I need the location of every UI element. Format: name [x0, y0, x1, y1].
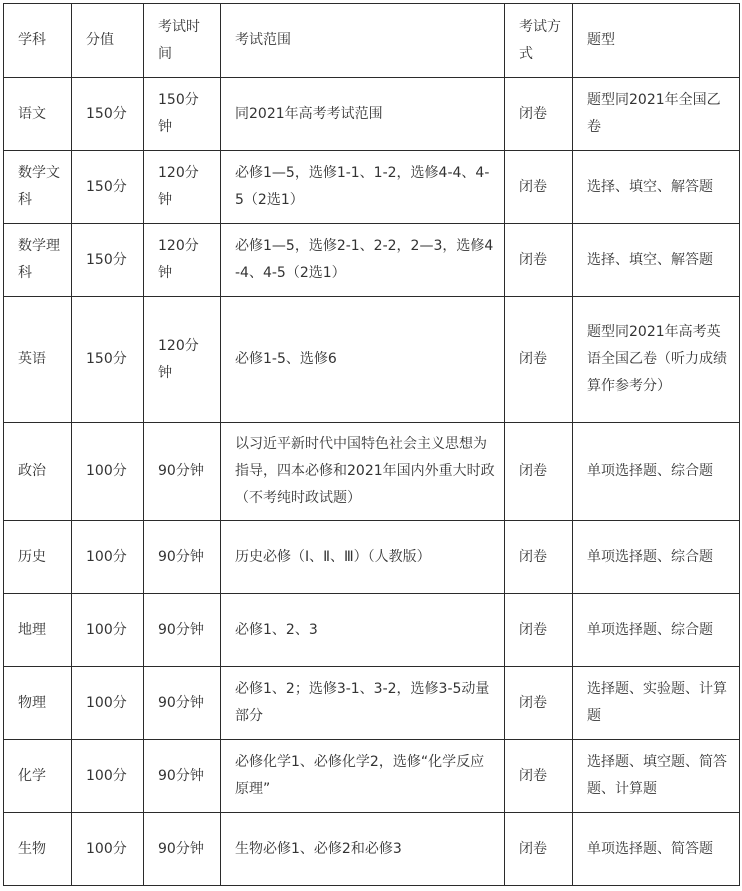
cell-subject: 地理	[4, 594, 72, 667]
cell-time: 90分钟	[144, 740, 221, 813]
cell-type: 选择、填空、解答题	[573, 224, 740, 297]
cell-score: 150分	[72, 224, 144, 297]
cell-type: 单项选择题、简答题	[573, 813, 740, 886]
table-row-chinese	[4, 78, 740, 151]
cell-scope: 必修1—5，选修1-1、1-2，选修4-4、4-5（2选1）	[221, 151, 505, 224]
cell-method: 闭卷	[505, 521, 573, 594]
header-score: 分值	[72, 4, 144, 78]
cell-time: 90分钟	[144, 423, 221, 521]
cell-score: 100分	[72, 667, 144, 740]
cell-method: 闭卷	[505, 224, 573, 297]
table-row-math-science	[4, 224, 740, 297]
cell-type: 题型同2021年全国乙卷	[573, 78, 740, 151]
cell-subject: 语文	[4, 78, 72, 151]
exam-schedule-table	[3, 3, 740, 886]
table-row-geography	[4, 594, 740, 667]
cell-subject: 英语	[4, 297, 72, 423]
cell-time: 120分钟	[144, 151, 221, 224]
cell-method: 闭卷	[505, 78, 573, 151]
header-type: 题型	[573, 4, 740, 78]
cell-type: 单项选择题、综合题	[573, 521, 740, 594]
cell-scope: 必修1、2；选修3-1、3-2，选修3-5动量部分	[221, 667, 505, 740]
table-row-politics	[4, 423, 740, 521]
cell-type: 单项选择题、综合题	[573, 423, 740, 521]
cell-subject: 生物	[4, 813, 72, 886]
cell-scope: 历史必修（Ⅰ、Ⅱ、Ⅲ）（人教版）	[221, 521, 505, 594]
cell-method: 闭卷	[505, 151, 573, 224]
cell-method: 闭卷	[505, 423, 573, 521]
cell-type: 题型同2021年高考英语全国乙卷（听力成绩算作参考分）	[573, 297, 740, 423]
cell-subject: 物理	[4, 667, 72, 740]
header-scope: 考试范围	[221, 4, 505, 78]
table-row-history	[4, 521, 740, 594]
cell-time: 120分钟	[144, 224, 221, 297]
header-subject: 学科	[4, 4, 72, 78]
cell-method: 闭卷	[505, 667, 573, 740]
cell-type: 选择、填空、解答题	[573, 151, 740, 224]
cell-time: 90分钟	[144, 667, 221, 740]
cell-time: 150分钟	[144, 78, 221, 151]
cell-subject: 化学	[4, 740, 72, 813]
cell-method: 闭卷	[505, 594, 573, 667]
cell-score: 100分	[72, 813, 144, 886]
cell-method: 闭卷	[505, 813, 573, 886]
header-time: 考试时间	[144, 4, 221, 78]
table-row-english	[4, 297, 740, 423]
cell-scope: 必修1—5，选修2-1、2-2，2—3，选修4-4、4-5（2选1）	[221, 224, 505, 297]
cell-scope: 必修1、2、3	[221, 594, 505, 667]
cell-score: 150分	[72, 151, 144, 224]
cell-type: 选择题、实验题、计算题	[573, 667, 740, 740]
header-method: 考试方式	[505, 4, 573, 78]
cell-subject: 数学理科	[4, 224, 72, 297]
cell-method: 闭卷	[505, 740, 573, 813]
table-row-math-arts	[4, 151, 740, 224]
cell-score: 150分	[72, 78, 144, 151]
cell-scope: 生物必修1、必修2和必修3	[221, 813, 505, 886]
cell-subject: 政治	[4, 423, 72, 521]
cell-time: 90分钟	[144, 594, 221, 667]
table-row-physics	[4, 667, 740, 740]
cell-scope: 必修1-5、选修6	[221, 297, 505, 423]
cell-scope: 以习近平新时代中国特色社会主义思想为指导，四本必修和2021年国内外重大时政（不考纯时政试题）	[221, 423, 505, 521]
header-row	[4, 4, 740, 78]
cell-method: 闭卷	[505, 297, 573, 423]
table-row-biology	[4, 813, 740, 886]
cell-score: 150分	[72, 297, 144, 423]
cell-time: 90分钟	[144, 521, 221, 594]
cell-type: 选择题、填空题、简答题、计算题	[573, 740, 740, 813]
cell-score: 100分	[72, 521, 144, 594]
cell-type: 单项选择题、综合题	[573, 594, 740, 667]
cell-time: 90分钟	[144, 813, 221, 886]
table-row-chemistry	[4, 740, 740, 813]
cell-scope: 必修化学1、必修化学2，选修“化学反应原理”	[221, 740, 505, 813]
cell-scope: 同2021年高考考试范围	[221, 78, 505, 151]
cell-score: 100分	[72, 594, 144, 667]
cell-time: 120分钟	[144, 297, 221, 423]
cell-score: 100分	[72, 740, 144, 813]
cell-score: 100分	[72, 423, 144, 521]
cell-subject: 数学文科	[4, 151, 72, 224]
cell-subject: 历史	[4, 521, 72, 594]
